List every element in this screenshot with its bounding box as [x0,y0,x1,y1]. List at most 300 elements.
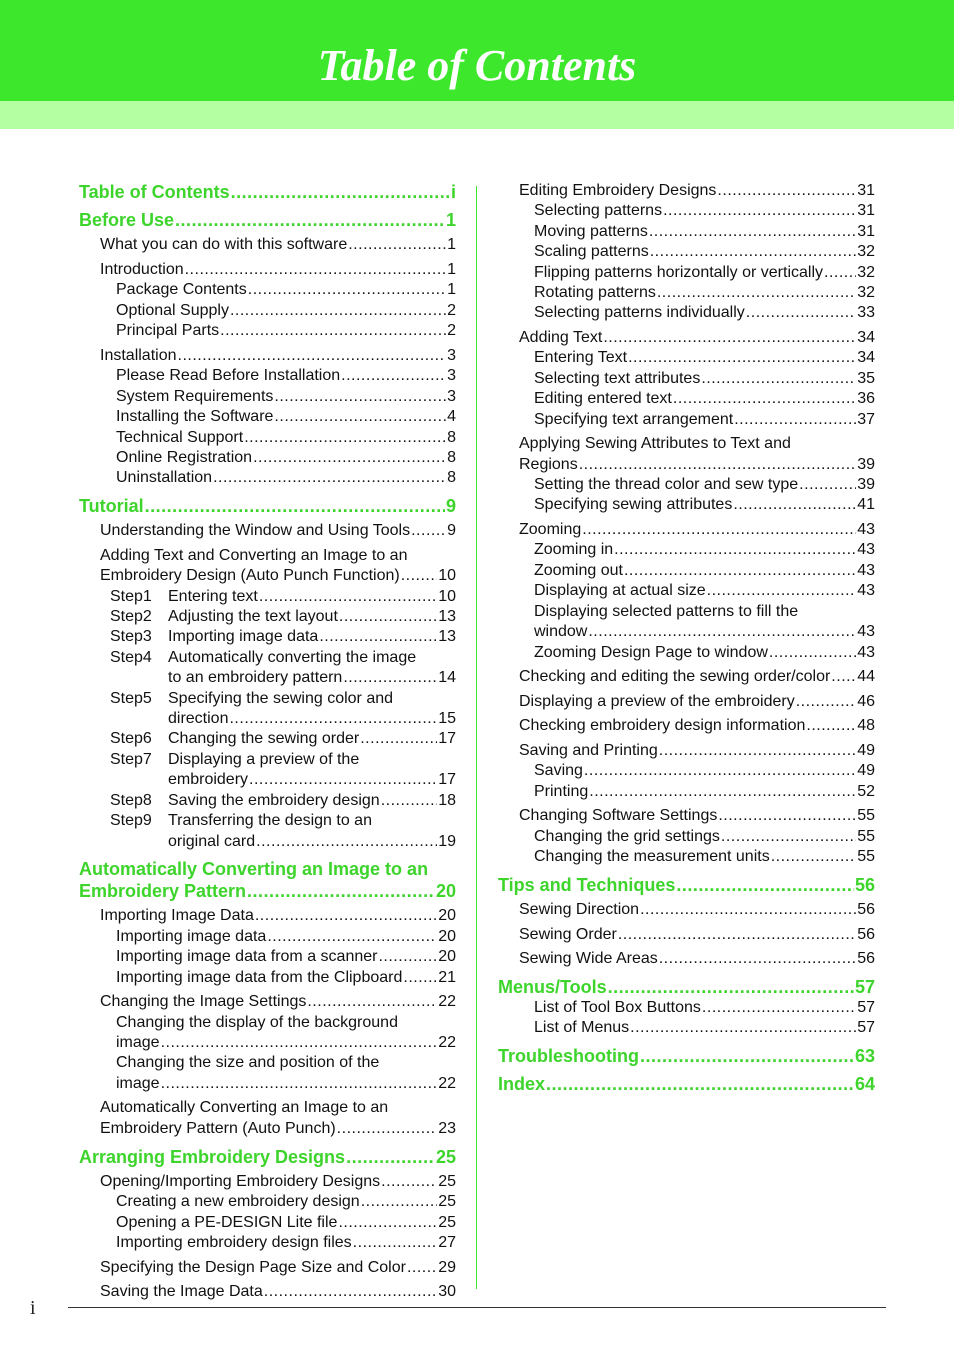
toc-chapter-entry[interactable] [79,1146,456,1168]
toc-entry-row [519,806,875,826]
toc-page-number: 31 [857,222,875,240]
toc-page-number: 20 [438,927,456,945]
dot-leader [248,280,446,300]
toc-entry[interactable] [498,540,875,560]
dot-leader [307,992,437,1012]
toc-entry-row [100,906,456,926]
toc-entry-text-line: Transferring the design to an [168,812,372,830]
toc-page-number: 22 [438,993,456,1011]
toc-page-number: 43 [857,623,875,641]
toc-entry[interactable] [498,348,875,368]
dot-leader [650,242,856,262]
toc-page-number: 3 [447,346,456,364]
toc-entry-title: Troubleshooting [498,1045,639,1066]
toc-page-number: 37 [857,410,875,428]
dot-leader [614,540,856,560]
dot-leader [663,201,856,221]
dot-leader [624,561,856,581]
step-number: Step9 [110,812,152,830]
toc-entry-row [498,874,875,896]
toc-page-number: 49 [857,762,875,780]
toc-entry[interactable] [79,546,456,587]
toc-entry-title: Changing the Image Settings [100,993,307,1011]
toc-page-number: 39 [857,455,875,473]
toc-entry-title: Importing image data [168,628,319,646]
dot-leader [657,283,856,303]
toc-entry-row [168,791,456,811]
toc-entry[interactable] [79,1258,456,1278]
dot-leader [343,668,437,688]
toc-entry-row [534,998,875,1018]
dot-leader [659,949,856,969]
toc-page-number: 35 [857,369,875,387]
toc-entry[interactable] [79,448,456,468]
toc-entry[interactable] [79,627,456,647]
toc-page-number: 41 [857,496,875,514]
dot-leader [649,222,856,242]
dot-leader [403,968,437,988]
toc-entry-title: Moving patterns [534,222,648,240]
dot-leader [346,1146,435,1168]
toc-entry[interactable] [79,906,456,926]
toc-page-number: 55 [857,848,875,866]
dot-leader [381,1172,437,1192]
toc-entry-row [116,1074,456,1094]
toc-page-number: 25 [435,1146,456,1167]
toc-entry[interactable] [498,475,875,495]
toc-entry[interactable] [498,847,875,867]
dot-leader [178,346,447,366]
dot-leader [253,448,446,468]
toc-entry[interactable] [79,366,456,386]
toc-entry[interactable] [498,434,875,475]
toc-page-number: 20 [438,948,456,966]
toc-entry-title: Embroidery Pattern [79,881,247,902]
dot-leader [339,607,437,627]
toc-entry-title: Technical Support [116,428,244,446]
toc-page-number: 9 [445,496,456,517]
toc-page-number: 3 [447,387,456,405]
toc-entry-title: Please Read Before Installation [116,367,341,385]
toc-entry[interactable] [498,328,875,348]
toc-entry-row [534,847,875,867]
toc-page-number: 64 [854,1074,875,1095]
toc-entry-title: Printing [534,782,589,800]
toc-entry-row [519,181,875,201]
toc-entry-row [534,410,875,430]
toc-entry-row [79,495,456,517]
dot-leader [824,263,856,283]
toc-page-number: 9 [447,522,456,540]
toc-page-number: 55 [857,807,875,825]
toc-page-number: 31 [857,202,875,220]
toc-page-number: 43 [857,541,875,559]
toc-entry[interactable] [79,607,456,627]
toc-entry-row [100,346,456,366]
toc-page-number: 19 [438,832,456,850]
toc-entry-row [168,627,456,647]
toc-entry-title: Changing Software Settings [519,807,718,825]
toc-entry[interactable] [79,235,456,255]
toc-chapter-entry[interactable] [498,874,875,896]
toc-page-number: 57 [854,976,875,997]
toc-entry-title: Index [498,1074,546,1095]
toc-entry-row [519,925,875,945]
toc-entry[interactable] [79,301,456,321]
toc-entry[interactable] [498,806,875,826]
toc-entry[interactable] [498,581,875,601]
toc-entry[interactable] [79,468,456,488]
toc-entry-row [534,369,875,389]
dot-leader [721,827,856,847]
toc-chapter-entry[interactable] [498,976,875,998]
toc-entry-row [498,976,875,998]
dot-leader [659,741,856,761]
toc-entry[interactable] [498,741,875,761]
dot-leader [734,410,856,430]
toc-entry-title: Embroidery Design (Auto Punch Function) [100,567,400,585]
toc-entry-title: Saving the embroidery design [168,791,380,809]
toc-entry-row [116,301,456,321]
toc-entry[interactable] [79,927,456,947]
dot-leader [769,643,856,663]
toc-page-number: i [450,182,456,202]
toc-entry[interactable] [498,181,875,201]
toc-entry[interactable] [79,280,456,300]
toc-entry-row [168,832,456,852]
toc-page-number: 43 [857,561,875,579]
toc-entry[interactable] [79,407,456,427]
toc-entry-title: Importing image data from the Clipboard [116,968,403,986]
toc-entry[interactable] [498,561,875,581]
toc-entry[interactable] [79,1192,456,1212]
toc-entry-row [534,303,875,323]
toc-entry-row [534,1018,875,1038]
toc-entry[interactable] [79,750,456,791]
toc-entry-row [100,260,456,280]
toc-entry-text-line: Changing the display of the background [116,1013,398,1031]
dot-leader [771,847,857,867]
toc-entry-row [100,1172,456,1192]
dot-leader [319,627,437,647]
toc-entry-title: Rotating patterns [534,284,656,302]
dot-leader [337,1119,438,1139]
dot-leader [161,1033,438,1053]
toc-page-number: 3 [447,367,456,385]
toc-entry-row [534,827,875,847]
toc-entry-title: Selecting patterns [534,202,663,220]
dot-leader [640,1045,854,1067]
toc-page-number: 43 [857,643,875,661]
toc-page-number: 43 [857,582,875,600]
toc-page-number: 48 [857,717,875,735]
dot-leader [411,521,446,541]
dot-leader [733,495,856,515]
toc-entry-row [100,235,456,255]
toc-entry[interactable] [498,827,875,847]
toc-entry-row [116,1033,456,1053]
toc-entry-row [116,387,456,407]
toc-page-number: 52 [857,782,875,800]
dot-leader [628,348,856,368]
column-divider [476,186,477,1289]
page-title: Table of Contents [317,41,637,90]
toc-entry[interactable] [498,900,875,920]
toc-entry-row [519,716,875,736]
toc-entry-title: Zooming [519,521,582,539]
dot-leader [338,1213,437,1233]
toc-entry[interactable] [79,1013,456,1054]
toc-entry-title: Flipping patterns horizontally or vertically [534,263,824,281]
toc-entry-title: Table of Contents [79,182,230,202]
dot-leader [230,301,446,321]
toc-page-number: 63 [854,1045,875,1066]
toc-entry-row [79,209,456,231]
toc-entry-row [100,1119,456,1139]
toc-entry-title: Uninstallation [116,469,213,487]
dot-leader [161,1074,438,1094]
toc-entry-title: Menus/Tools [498,976,607,997]
step-number: Step7 [110,750,152,768]
toc-entry-row [116,927,456,947]
toc-entry-row [116,968,456,988]
toc-entry-title: Zooming out [534,561,623,579]
toc-page-number: 1 [447,261,456,279]
dot-leader [401,566,438,586]
toc-entry[interactable] [79,1098,456,1139]
toc-entry-title: Changing the sewing order [168,730,360,748]
toc-page-number: 33 [857,304,875,322]
toc-entry[interactable] [79,346,456,366]
toc-page-number: 10 [438,567,456,585]
toc-entry[interactable] [498,782,875,802]
toc-entry[interactable] [79,689,456,730]
dot-leader [360,729,437,749]
toc-entry[interactable] [498,602,875,643]
step-number: Step2 [110,608,152,626]
toc-page-number: 30 [438,1283,456,1301]
toc-entry-row [116,321,456,341]
dot-leader [701,369,856,389]
toc-page-number: 13 [438,628,456,646]
toc-entry-row [534,348,875,368]
toc-entry-title: Tips and Techniques [498,874,676,895]
toc-entry-title: System Requirements [116,387,274,405]
toc-page-number: 1 [447,281,456,299]
toc-entry[interactable] [79,321,456,341]
toc-entry-title: Zooming Design Page to window [534,643,768,661]
toc-entry-row [534,475,875,495]
toc-chapter-entry[interactable] [498,1073,875,1095]
toc-entry[interactable] [498,283,875,303]
toc-entry-row [100,1258,456,1278]
toc-chapter-entry[interactable] [79,209,456,231]
toc-entry-title: Opening a PE-DESIGN Lite file [116,1213,338,1231]
toc-page-number: 20 [438,907,456,925]
toc-entry-title: Importing image data from a scanner [116,948,378,966]
toc-entry[interactable] [79,968,456,988]
toc-entry-row [534,263,875,283]
toc-entry[interactable] [79,729,456,749]
toc-chapter-entry[interactable] [79,858,456,902]
dot-leader [746,303,856,323]
toc-entry[interactable] [498,998,875,1018]
toc-entry-row [534,495,875,515]
toc-entry-row [116,407,456,427]
toc-entry[interactable] [498,389,875,409]
toc-entry[interactable] [79,587,456,607]
toc-entry[interactable] [498,761,875,781]
toc-page-number: 57 [857,1019,875,1037]
toc-entry-title: Introduction [100,261,184,279]
toc-entry[interactable] [79,947,456,967]
toc-entry-title: Importing Image Data [100,907,254,925]
toc-page-number: 46 [857,692,875,710]
dot-leader [229,709,437,729]
toc-entry-row [116,468,456,488]
dot-leader [588,622,856,642]
toc-entry[interactable] [498,263,875,283]
toc-page-number: 34 [857,329,875,347]
toc-page-number: 32 [857,284,875,302]
toc-entry-title: window [534,623,588,641]
toc-entry[interactable] [498,369,875,389]
toc-right-column [498,181,875,1095]
toc-entry[interactable] [498,692,875,712]
dot-leader [407,1258,437,1278]
toc-page-number: 31 [857,182,875,199]
toc-page-number: 17 [438,771,456,789]
toc-page-number: 22 [438,1074,456,1092]
toc-entry[interactable] [79,428,456,448]
toc-entry[interactable] [79,260,456,280]
toc-entry-text-line: Displaying a preview of the [168,750,360,768]
toc-entry-row [116,947,456,967]
step-number: Step4 [110,648,152,666]
toc-chapter-entry[interactable] [498,1045,875,1067]
toc-entry-title: Changing the grid settings [534,827,720,845]
toc-entry[interactable] [79,992,456,1012]
toc-entry[interactable] [498,410,875,430]
toc-entry-title: Creating a new embroidery design [116,1193,360,1211]
dot-leader [630,1018,856,1038]
toc-entry[interactable] [498,925,875,945]
toc-page-number: 32 [857,263,875,281]
toc-entry[interactable] [79,1282,456,1302]
dot-leader [378,947,437,967]
dot-leader [718,806,856,826]
toc-entry[interactable] [498,242,875,262]
toc-entry[interactable] [79,387,456,407]
toc-entry[interactable] [79,521,456,541]
toc-entry-row [519,520,875,540]
toc-page-number: 18 [438,791,456,809]
toc-page-number: 17 [438,730,456,748]
toc-entry[interactable] [79,1233,456,1253]
toc-entry-text-line: Automatically converting the image [168,648,417,666]
toc-page-number: 10 [438,587,456,605]
toc-entry[interactable] [498,222,875,242]
toc-entry-row [534,643,875,663]
toc-entry-title: Specifying text arrangement [534,410,734,428]
toc-entry-title: Tutorial [79,496,144,517]
toc-entry-row [519,328,875,348]
toc-entry-row [116,428,456,448]
step-number: Step8 [110,791,152,809]
toc-entry[interactable] [79,811,456,852]
toc-entry[interactable] [79,1172,456,1192]
toc-entry[interactable] [498,716,875,736]
toc-entry[interactable] [498,303,875,323]
toc-page-number: 25 [438,1193,456,1211]
toc-entry-row [534,389,875,409]
toc-entry-title: Displaying at actual size [534,582,706,600]
toc-page-number: 1 [447,236,456,254]
toc-entry-row [534,622,875,642]
toc-entry[interactable] [498,643,875,663]
toc-entry-title: Sewing Order [519,925,617,943]
toc-page-number: 2 [447,322,456,340]
toc-entry-row [498,1045,875,1067]
toc-entry[interactable] [498,495,875,515]
toc-page-number: 2 [447,301,456,319]
dot-leader [608,976,854,998]
toc-entry-title: Changing the measurement units [534,848,770,866]
toc-entry-row [100,1282,456,1302]
dot-leader [584,761,856,781]
toc-page-number: 27 [438,1233,456,1251]
toc-chapter-entry[interactable] [79,181,456,203]
toc-entry[interactable] [79,648,456,689]
toc-entry-text-line: Automatically Converting an Image to an [100,1099,389,1117]
toc-entry-title: Optional Supply [116,301,229,319]
toc-entry[interactable] [498,201,875,221]
toc-chapter-entry[interactable] [79,495,456,517]
toc-entry-title: Entering Text [534,349,628,367]
dot-leader [618,925,856,945]
toc-entry-row [100,992,456,1012]
toc-page-number: 1 [445,210,456,231]
toc-entry[interactable] [79,1053,456,1094]
page-number: i [30,1297,36,1319]
toc-entry-row [168,607,456,627]
dot-leader [640,900,856,920]
toc-entry[interactable] [498,949,875,969]
toc-entry-title: Selecting patterns individually [534,304,745,322]
toc-entry-title: Online Registration [116,448,253,466]
toc-entry-title: Embroidery Pattern (Auto Punch) [100,1119,336,1137]
title-banner-strip [0,101,954,129]
toc-entry-row [116,448,456,468]
toc-entry-row [534,222,875,242]
toc-entry[interactable] [498,520,875,540]
toc-entry[interactable] [79,1213,456,1233]
dot-leader [676,874,854,896]
toc-entry-title: Saving and Printing [519,741,658,759]
toc-entry[interactable] [498,667,875,687]
toc-entry-row [116,280,456,300]
toc-entry[interactable] [79,791,456,811]
toc-entry-title: Specifying the Design Page Size and Color [100,1258,406,1276]
toc-page-number: 49 [857,741,875,759]
toc-entry-title: Setting the thread color and sew type [534,476,799,494]
toc-entry-row [519,667,875,687]
toc-page-number: 55 [857,827,875,845]
dot-leader [274,387,446,407]
toc-entry-title: Editing Embroidery Designs [519,182,717,199]
toc-entry[interactable] [498,1018,875,1038]
toc-page-number: 15 [438,710,456,728]
